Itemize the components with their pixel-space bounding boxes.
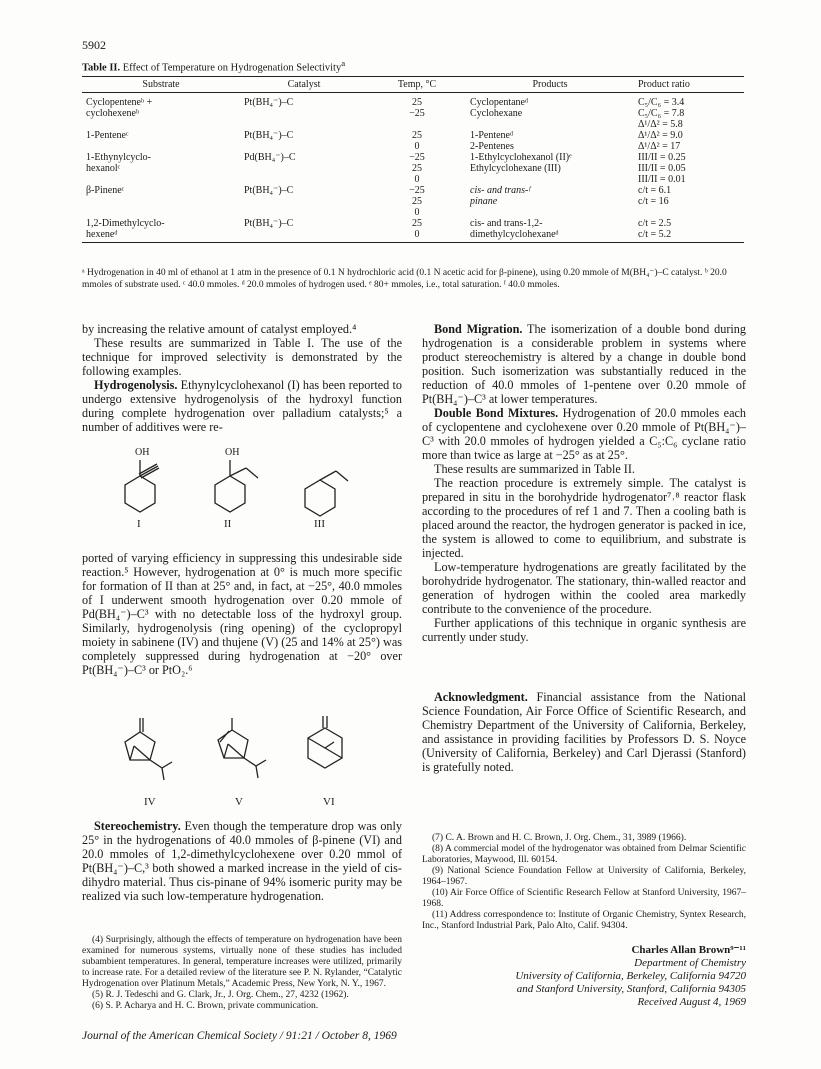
section-heading: Acknowledgment.	[434, 690, 528, 704]
structures-i-ii-iii	[100, 446, 400, 526]
cell-catalyst: Pt(BH₄⁻)–C	[244, 185, 294, 196]
paragraph-text: Hydrogenation of 20.0 mmoles each of cyclopentene and cyclohexene over 0.20 mmole of Pt(BH₄⁻)–C³ with 20.0 mmoles of hydrogen yielded a C₅:C₆ cyclane ratio more than twice as large at −25° as at 25°.	[422, 406, 746, 462]
header-temp: Temp, °C	[368, 77, 466, 93]
cell-temp: −25 25 0	[409, 185, 425, 218]
cell-substrate: 1,2-Dimethylcyclo- hexeneᵈ	[82, 218, 240, 243]
cell-catalyst: Pt(BH₄⁻)–C	[244, 130, 294, 141]
footnote: (10) Air Force Office of Scientific Research Fellow at Stanford University, 1967–1968.	[422, 888, 746, 909]
paragraph-double-bond	[422, 406, 746, 462]
page-number: 5902	[82, 38, 106, 52]
section-heading: Hydrogenolysis.	[94, 378, 178, 392]
cell-substrate: Cyclopenteneᵇ + cyclohexeneᵇ	[86, 97, 153, 119]
paragraph-text: The isomerization of a double bond during hydrogenation is a considerable problem in systems where product stereochemistry is altered by a change in double bond position. Such isomerization was substantially reduced in the reduction of 40.0 mmoles of 1-pentene over 0.20 mmole of Pt(BH₄⁻)–C³ at lower temperatures.	[422, 322, 746, 406]
footnote: (7) C. A. Brown and H. C. Brown, J. Org. Chem., 31, 3989 (1966).	[432, 833, 687, 843]
compound-label-iv: IV	[144, 796, 156, 808]
selectivity-table	[82, 76, 744, 243]
received-date: Received August 4, 1969	[637, 996, 746, 1008]
author-affiliation-2: and Stanford University, Stanford, California 94305	[516, 983, 746, 995]
cell-substrate: 1-Penteneᶜ	[86, 130, 129, 141]
cell-catalyst: Pd(BH₄⁻)–C	[244, 152, 296, 163]
cell-ratio: C₅/C₆ = 3.4 C₅/C₆ = 7.8	[638, 97, 685, 119]
section-heading: Double Bond Mixtures.	[434, 406, 559, 420]
section-heading: Stereochemistry.	[94, 819, 181, 833]
cell-substrate: β-Pineneᶜ	[86, 185, 125, 196]
left-column-top	[82, 322, 402, 434]
cell-products: Cyclopentaneᵈ Cyclohexane	[470, 97, 529, 119]
ring-iv	[125, 732, 155, 760]
footnote: (4) Surprisingly, although the effects of temperature on hydrogenation have been examined for numerous systems, virtually none of these studies has included subambient temperatures. In general, temperature increases were utilized, primarily to increase rate. For a detailed review of the literature see P. N. Rylander, “Catalytic Hydrogenation over Platinum Metals,” Academic Press, New York, N. Y., 1967.	[82, 935, 402, 989]
table-footnotes: ᵃ Hydrogenation in 40 ml of ethanol at 1 atm in the presence of 0.1 N hydrochloric acid (0.1 N acetic acid for β-pinene), using 0.20 mmole of M(BH₄⁻)–C catalyst. ᵇ 20.0 mmoles of substrate used. ᶜ 40.0 mmoles. ᵈ 20.0 mmoles of hydrogen used. ᵉ 80+ mmoles, i.e., total saturation. ᶠ 40.0 mmoles.	[82, 268, 727, 290]
footnote: (5) R. J. Tedeschi and G. Clark, Jr., J. Org. Chem., 27, 4232 (1962).	[92, 990, 349, 1000]
compound-label-iii: III	[314, 518, 325, 530]
author-department: Department of Chemistry	[634, 957, 746, 969]
section-heading: Bond Migration.	[434, 322, 523, 336]
table-caption	[82, 58, 345, 74]
right-column-top	[422, 322, 746, 644]
paragraph-text: Financial assistance from the National Science Foundation, Air Force Office of Scientific Research, and Chemistry Department of the University of California, Berkeley, and assistance in providing facilities by Professors D. S. Noyce (University of California, Berkeley) and Carl Djerassi (Stanford) is gratefully noted.	[422, 690, 746, 774]
paragraph-text: Even though the temperature drop was only 25° in the hydrogenations of 40.0 mmoles of β-pinene (VI) and 20.0 mmoles of 1,2-dimethylcyclohexene over 0.20 mmol of Pt(BH₄⁻)–C,³ both showed a marked increase in the yield of cis-dihydro material. Thus cis-pinane of 94% isomeric purity may be realized via such low-temperature hydrogenation.	[82, 819, 402, 903]
table-row	[82, 119, 744, 152]
table-caption-note: a	[341, 58, 346, 68]
cyclohexane-ring-i	[125, 476, 155, 512]
paragraph-bond-migration	[422, 322, 746, 406]
header-ratio: Product ratio	[634, 77, 744, 93]
cyclohexane-ring-iii	[305, 480, 335, 516]
cell-temp: 25 0	[368, 218, 466, 243]
ring-v	[218, 730, 248, 758]
paragraph: The reaction procedure is extremely simple. The catalyst is prepared in situ in the borohydride hydrogenator⁷˒⁸ reactor flask according to the procedures of ref 1 and 7. Then a cooling bath is placed around the reactor, the hydrogen generator is packed in ice, the system is allowed to come to equilibrium, and substrate is injected.	[422, 476, 746, 560]
cell-products: 1-Ethylcyclohexanol (II)ᵉ Ethylcyclohexane (III)	[470, 152, 572, 174]
table-title: Effect of Temperature on Hydrogenation Selectivity	[122, 62, 342, 74]
table-label: Table II.	[82, 62, 121, 74]
paragraph: These results are summarized in Table II.	[434, 462, 635, 476]
paragraph: by increasing the relative amount of catalyst employed.⁴	[82, 322, 357, 336]
paragraph-acknowledgment	[422, 690, 746, 774]
paragraph: Further applications of this technique in organic synthesis are currently under study.	[422, 616, 746, 644]
footnotes-right	[422, 833, 746, 932]
paragraph-hydrogenolysis	[82, 378, 402, 434]
cell-products: cis- and trans-1,2- dimethylcyclohexaneᵈ	[466, 218, 634, 243]
cell-ratio: Δ¹/Δ² = 5.8 Δ¹/Δ² = 9.0 Δ¹/Δ² = 17	[638, 119, 683, 152]
author-affiliation-1: University of California, Berkeley, California 94720	[515, 970, 746, 982]
cell-catalyst: Pt(BH₄⁻)–C	[240, 218, 368, 243]
cell-substrate: 1-Ethynylcyclo- hexanolᶜ	[86, 152, 151, 174]
header-catalyst: Catalyst	[240, 77, 368, 93]
left-column-bottom	[82, 819, 402, 903]
cell-temp: −25 25 0	[409, 152, 425, 185]
header-substrate: Substrate	[82, 77, 240, 93]
structures-iv-v-vi	[110, 712, 400, 782]
table-header-row	[82, 77, 744, 93]
footnote: (6) S. P. Acharya and H. C. Brown, private communication.	[92, 1001, 319, 1011]
cell-ratio: c/t = 6.1 c/t = 16	[638, 185, 672, 207]
journal-footer: Journal of the American Chemical Society / 91:21 / October 8, 1969	[82, 1030, 397, 1042]
header-products: Products	[466, 77, 634, 93]
hydroxyl-label-ii: OH	[225, 447, 240, 458]
author-block	[422, 944, 746, 1009]
cell-ratio: c/t = 2.5 c/t = 5.2	[634, 218, 744, 243]
paragraph: Low-temperature hydrogenations are greatly facilitated by the borohydride hydrogenator. The stationary, thin-walled reactor and generation of hydrogen within the cooled area markedly contribute to the convenience of the procedure.	[422, 560, 746, 616]
hydroxyl-label-i: OH	[135, 447, 150, 458]
compound-label-ii: II	[224, 518, 232, 530]
table-row	[82, 218, 744, 243]
cell-catalyst: Pt(BH₄⁻)–C	[244, 97, 294, 108]
right-column-acknowledgment	[422, 690, 746, 774]
left-column-middle	[82, 551, 402, 677]
cell-products: cis- and trans-ᶠ pinane	[470, 185, 531, 207]
paragraph: ported of varying efficiency in suppressing this undesirable side reaction.⁵ However, hydrogenation at 0° is much more specific for formation of II than at 25° and, in fact, at −25°, 40.0 mmoles of I underwent smooth hydrogenation over 0.20 mmole of Pd(BH₄⁻)–C³ with no detectable loss of the hydroxyl group. Similarly, hydrogenolysis (ring opening) of the cyclopropyl moiety in sabinene (IV) and thujene (V) (25 and 14% at 25°) was completely suppressed during hydrogenation at −20° over Pt(BH₄⁻)–C³ or PtO₂.⁶	[82, 551, 402, 677]
footnote: (9) National Science Foundation Fellow at University of California, Berkeley, 1964–1967.	[422, 866, 746, 887]
table-row	[82, 185, 744, 218]
table-row	[82, 152, 744, 185]
footnote: (11) Address correspondence to: Institute of Organic Chemistry, Syntex Research, Inc., Stanford Industrial Park, Palo Alto, Calif. 94304.	[422, 910, 746, 931]
cell-products: 1-Penteneᵈ 2-Pentenes	[470, 130, 514, 152]
footnote: (8) A commercial model of the hydrogenator was obtained from Delmar Scientific Laboratories, Maywood, Ill. 60154.	[422, 844, 746, 865]
compound-label-vi: VI	[323, 796, 335, 808]
compound-label-i: I	[137, 518, 141, 530]
footnotes-left	[82, 935, 402, 1012]
cell-ratio: III/II = 0.25 III/II = 0.05 III/II = 0.01	[638, 152, 686, 185]
cell-temp: 25 −25	[409, 97, 425, 119]
cyclohexane-ring-ii	[215, 476, 245, 512]
compound-label-v: V	[235, 796, 243, 808]
paragraph: These results are summarized in Table I. The use of the technique for improved selectivity is demonstrated by the following examples.	[82, 336, 402, 378]
paragraph-text: Ethynylcyclohexanol (I) has been reported to undergo extensive hydrogenolysis of the hydroxyl function during complete hydrogenation over palladium catalysts;⁵ a number of additives were re-	[82, 378, 402, 434]
author-name: Charles Allan Brown⁹⁻¹¹	[631, 944, 746, 956]
paragraph-stereochemistry	[82, 819, 402, 903]
table-row	[82, 93, 744, 120]
cell-temp: 25 0	[412, 130, 422, 152]
